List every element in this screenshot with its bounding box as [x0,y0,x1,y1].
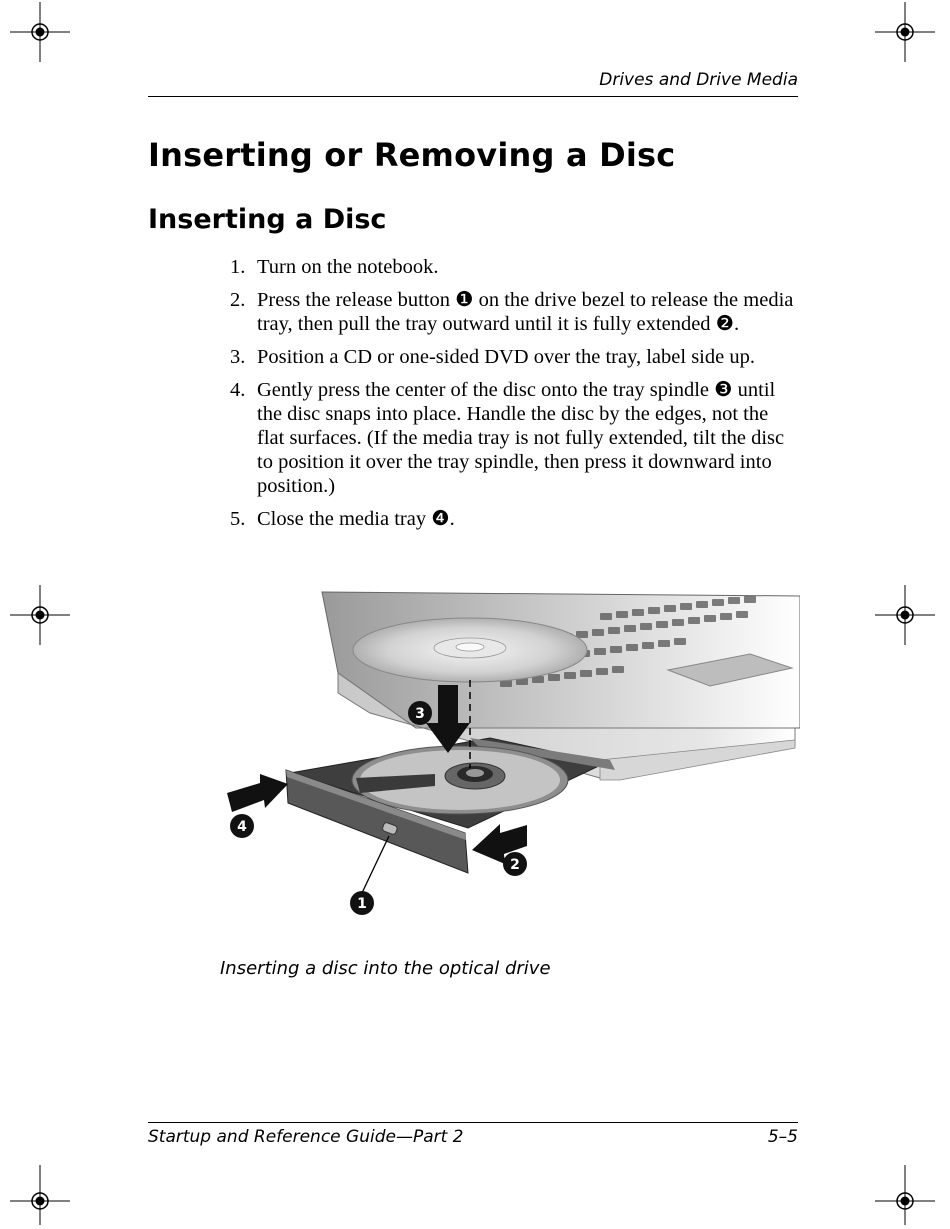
running-header: Drives and Drive Media [599,70,798,90]
callout-3: 3 [415,706,425,722]
list-item [230,288,800,336]
registration-mark-icon [875,585,935,645]
registration-mark-icon [875,2,935,62]
list-item [230,507,800,531]
callout-4: 4 [237,819,247,835]
step-text: Position a CD or one-sided DVD over the tray, label side up. [257,346,755,368]
callout-2: 2 [510,857,520,873]
callout-1: 1 [357,896,367,912]
page-number: 5–5 [767,1127,798,1147]
step-number: 1. [230,256,246,278]
step-text: Press the release button ❶ on the drive bezel to release the media tray, then pull the tray outward until it is fully extended ❷. [257,289,794,335]
registration-mark-icon [10,2,70,62]
list-item [230,255,800,279]
optical-drive-illustration [220,588,800,928]
step-text: Turn on the notebook. [257,256,439,278]
footer-guide-title: Startup and Reference Guide—Part 2 [148,1127,464,1147]
steps-list [230,255,800,540]
footer-rule [148,1122,798,1123]
page-title: Inserting or Removing a Disc [148,136,676,174]
list-item [230,378,800,498]
header-rule [148,96,798,97]
list-item [230,345,800,369]
section-subtitle: Inserting a Disc [148,204,387,235]
step-number: 2. [230,289,246,311]
step-text: Gently press the center of the disc onto the tray spindle ❸ until the disc snaps into place. Handle the disc by the edges, not the flat surfaces. (If the media tray is not fully extended, tilt the disc to position it over the tray spindle, then press it downward into position.) [257,379,785,497]
registration-mark-icon [10,585,70,645]
step-number: 3. [230,346,246,368]
step-number: 4. [230,379,246,401]
step-number: 5. [230,508,246,530]
registration-mark-icon [875,1165,935,1225]
step-text: Close the media tray ❹. [257,508,455,530]
figure-caption: Inserting a disc into the optical drive [220,958,551,979]
registration-mark-icon [10,1165,70,1225]
